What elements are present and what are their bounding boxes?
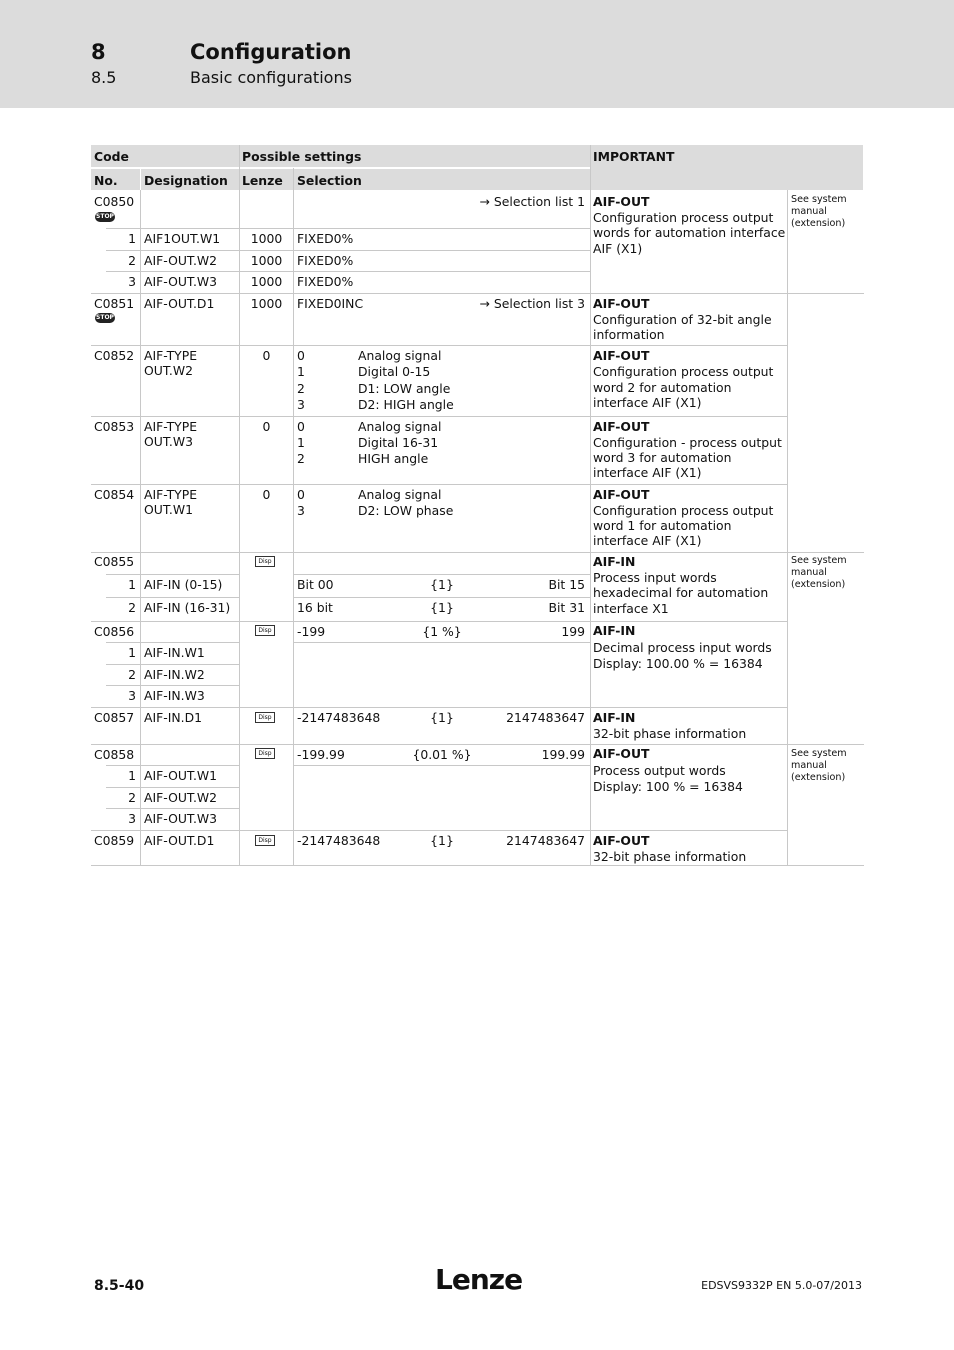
designation: AIF-IN (16-31) [144, 600, 231, 615]
option-number: 1 [297, 435, 305, 450]
important-title: AIF-OUT [593, 348, 650, 363]
range-min: Bit 00 [297, 577, 334, 592]
important-title: AIF-OUT [593, 194, 650, 209]
stop-icon: STOP [96, 213, 114, 220]
code-c0854: C0854 [94, 487, 135, 502]
designation: AIF-IN (0-15) [144, 577, 223, 592]
important-text: interface AIF (X1) [593, 533, 702, 548]
important-text: Configuration process output [593, 503, 774, 518]
important-text: Display: 100 % = 16384 [593, 779, 743, 794]
designation: AIF-TYPE [144, 487, 198, 502]
important-text: information [593, 327, 665, 342]
range-min: -2147483648 [297, 710, 381, 725]
see-system-manual: (extension) [791, 218, 846, 229]
important-text: Decimal process input words [593, 640, 772, 655]
designation: AIF-OUT.D1 [144, 833, 215, 848]
code-c0859: C0859 [94, 833, 135, 848]
option-number: 0 [297, 419, 305, 434]
range-max: Bit 15 [548, 577, 585, 592]
designation: AIF-TYPE [144, 348, 198, 363]
header-selection: Selection [297, 173, 362, 188]
designation: AIF-OUT.D1 [144, 296, 215, 311]
range-step: {1} [430, 577, 454, 592]
see-system-manual: (extension) [791, 579, 846, 590]
code-c0851: C0851 [94, 296, 135, 311]
range-min: -199.99 [297, 747, 345, 762]
option-text: Analog signal [358, 419, 442, 434]
subcode-no: 2 [128, 667, 136, 682]
option-text: HIGH angle [358, 451, 429, 466]
see-system-manual: See system [791, 194, 847, 205]
option-number: 3 [297, 397, 305, 412]
range-max: 2147483647 [506, 710, 585, 725]
range-min: -199 [297, 624, 326, 639]
header-possible-settings: Possible settings [242, 149, 362, 164]
designation: AIF-OUT.W1 [144, 768, 218, 783]
option-text: Digital 0-15 [358, 364, 431, 379]
important-text: Configuration of 32-bit angle [593, 312, 772, 327]
option-number: 1 [297, 364, 305, 379]
lenze-value: 1000 [250, 296, 283, 311]
designation: AIF-OUT.W2 [144, 253, 218, 268]
lenze-value: 0 [262, 487, 271, 502]
selection-list-ref: → Selection list 3 [479, 296, 585, 311]
subcode-no: 3 [128, 688, 136, 703]
range-max: 199.99 [541, 747, 585, 762]
range-step: {1 %} [422, 624, 462, 639]
important-text: interface X1 [593, 601, 669, 616]
range-max: 199 [561, 624, 585, 639]
stop-icon: STOP [96, 314, 114, 321]
range-step: {1} [430, 833, 454, 848]
important-text: word 1 for automation [593, 518, 732, 533]
selection-value: FIXED0INC [297, 296, 364, 311]
lenze-value: 1000 [250, 274, 283, 289]
lenze-value: 0 [262, 419, 271, 434]
code-c0857: C0857 [94, 710, 135, 725]
lenze-value: 1000 [250, 253, 283, 268]
subcode-no: 3 [128, 811, 136, 826]
option-text: D1: LOW angle [358, 381, 451, 396]
see-system-manual: See system [791, 748, 847, 759]
selection-value: FIXED0% [297, 231, 354, 246]
designation: AIF-IN.W1 [144, 645, 205, 660]
lenze-value: 0 [262, 348, 271, 363]
important-text: words for automation interface [593, 225, 786, 240]
designation: AIF-TYPE [144, 419, 198, 434]
display-icon: Disp [255, 556, 275, 567]
option-text: Digital 16-31 [358, 435, 439, 450]
selection-list-ref: → Selection list 1 [479, 194, 585, 209]
range-step: {1} [430, 600, 454, 615]
option-text: D2: LOW phase [358, 503, 454, 518]
subcode-no: 2 [128, 790, 136, 805]
display-icon: Disp [255, 712, 275, 723]
important-text: word 2 for automation [593, 380, 732, 395]
important-text: AIF (X1) [593, 241, 643, 256]
important-text: interface AIF (X1) [593, 465, 702, 480]
chapter-number: 8 [91, 40, 106, 64]
designation: AIF-OUT.W3 [144, 274, 218, 289]
designation: AIF-IN.D1 [144, 710, 203, 725]
important-text: Process output words [593, 763, 726, 778]
page-header [0, 0, 954, 108]
header-code: Code [94, 149, 129, 164]
important-text: word 3 for automation [593, 450, 732, 465]
important-text: Configuration - process output [593, 435, 782, 450]
code-c0856: C0856 [94, 624, 135, 639]
important-title: AIF-OUT [593, 746, 650, 761]
option-number: 0 [297, 487, 305, 502]
display-icon: Disp [255, 835, 275, 846]
important-title: AIF-OUT [593, 833, 650, 848]
header-no: No. [94, 173, 118, 188]
page-number: 8.5-40 [94, 1278, 145, 1294]
designation: AIF-OUT.W3 [144, 811, 218, 826]
code-c0852: C0852 [94, 348, 135, 363]
important-title: AIF-OUT [593, 296, 650, 311]
code-c0850: C0850 [94, 194, 135, 209]
important-text: hexadecimal for automation [593, 585, 769, 600]
subcode-no: 1 [128, 577, 136, 592]
option-text: D2: HIGH angle [358, 397, 454, 412]
important-text: interface AIF (X1) [593, 395, 702, 410]
display-icon: Disp [255, 625, 275, 636]
important-text: Configuration process output [593, 210, 774, 225]
see-system-manual: manual [791, 760, 827, 771]
important-title: AIF-IN [593, 554, 636, 569]
header-lenze: Lenze [242, 173, 283, 188]
subcode-no: 3 [128, 274, 136, 289]
range-max: 2147483647 [506, 833, 585, 848]
subcode-no: 1 [128, 768, 136, 783]
important-text: Display: 100.00 % = 16384 [593, 656, 763, 671]
selection-value: FIXED0% [297, 253, 354, 268]
designation: AIF-IN.W3 [144, 688, 205, 703]
important-title: AIF-OUT [593, 419, 650, 434]
see-system-manual: (extension) [791, 772, 846, 783]
designation: OUT.W1 [144, 502, 193, 517]
designation: AIF-IN.W2 [144, 667, 205, 682]
important-text: 32-bit phase information [593, 849, 747, 864]
subcode-no: 1 [128, 645, 136, 660]
option-number: 0 [297, 348, 305, 363]
range-step: {0.01 %} [412, 747, 472, 762]
header-important: IMPORTANT [593, 149, 675, 164]
designation: OUT.W3 [144, 434, 193, 449]
subcode-no: 2 [128, 600, 136, 615]
range-max: Bit 31 [548, 600, 585, 615]
important-title: AIF-IN [593, 623, 636, 638]
section-number: 8.5 [91, 68, 117, 87]
see-system-manual: See system [791, 555, 847, 566]
option-text: Analog signal [358, 487, 442, 502]
display-icon: Disp [255, 748, 275, 759]
option-number: 2 [297, 451, 305, 466]
code-c0853: C0853 [94, 419, 135, 434]
lenze-value: 1000 [250, 231, 283, 246]
range-step: {1} [430, 710, 454, 725]
important-text: 32-bit phase information [593, 726, 747, 741]
header-designation: Designation [144, 173, 228, 188]
subcode-no: 2 [128, 253, 136, 268]
chapter-title: Configuration [190, 40, 352, 64]
document-id: EDSVS9332P EN 5.0-07/2013 [701, 1279, 862, 1292]
important-title: AIF-OUT [593, 487, 650, 502]
see-system-manual: manual [791, 206, 827, 217]
selection-value: FIXED0% [297, 274, 354, 289]
range-min: -2147483648 [297, 833, 381, 848]
designation: OUT.W2 [144, 363, 193, 378]
subcode-no: 1 [128, 231, 136, 246]
designation: AIF-OUT.W2 [144, 790, 218, 805]
lenze-logo: Lenze [435, 1263, 523, 1296]
code-c0855: C0855 [94, 554, 135, 569]
see-system-manual: manual [791, 567, 827, 578]
important-title: AIF-IN [593, 710, 636, 725]
code-c0858: C0858 [94, 747, 135, 762]
designation: AIF1OUT.W1 [144, 231, 221, 246]
section-title: Basic configurations [190, 68, 352, 87]
range-min: 16 bit [297, 600, 333, 615]
important-text: Configuration process output [593, 364, 774, 379]
option-number: 2 [297, 381, 305, 396]
important-text: Process input words [593, 570, 717, 585]
option-text: Analog signal [358, 348, 442, 363]
option-number: 3 [297, 503, 305, 518]
